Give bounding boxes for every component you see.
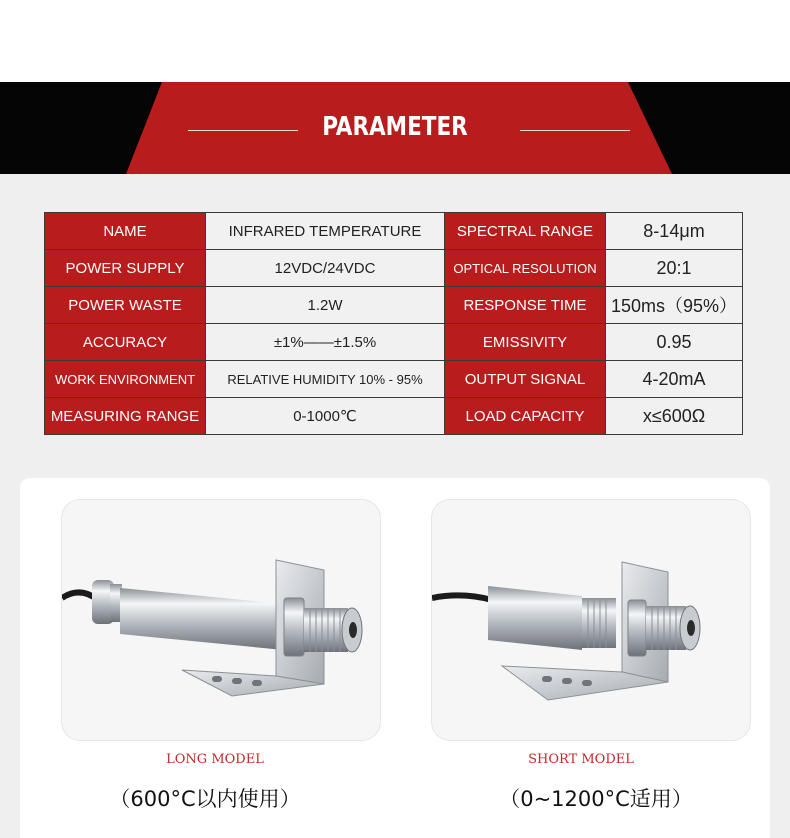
- param-value: 1.2W: [206, 287, 445, 324]
- short-model-range: （0~1200°C适用）: [499, 787, 693, 811]
- table-row: [45, 250, 743, 287]
- param-value: 4-20mA: [606, 361, 743, 398]
- param-label: SPECTRAL RANGE: [445, 213, 606, 250]
- param-label: OPTICAL RESOLUTION: [445, 250, 606, 287]
- short-model-photo: [432, 500, 750, 740]
- param-label: WORK ENVIRONMENT: [45, 361, 206, 398]
- short-sensor-image: [432, 500, 750, 740]
- long-model-range: （600°C以内使用）: [109, 787, 301, 811]
- param-label: NAME: [45, 213, 206, 250]
- header-banner: [0, 82, 790, 174]
- table-row: [45, 324, 743, 361]
- table-row: [45, 213, 743, 250]
- param-value: RELATIVE HUMIDITY 10% - 95%: [206, 361, 445, 398]
- table-row: [45, 361, 743, 398]
- param-value: 0-1000℃: [206, 398, 445, 435]
- param-value: INFRARED TEMPERATURE: [206, 213, 445, 250]
- param-label: RESPONSE TIME: [445, 287, 606, 324]
- short-model-label: SHORT MODEL: [528, 752, 634, 767]
- param-label: EMISSIVITY: [445, 324, 606, 361]
- param-label: POWER SUPPLY: [45, 250, 206, 287]
- parameter-table: [44, 212, 743, 435]
- param-value: x≤600Ω: [606, 398, 743, 435]
- param-value: 20:1: [606, 250, 743, 287]
- long-model-photo: [62, 500, 380, 740]
- param-value: 0.95: [606, 324, 743, 361]
- param-label: ACCURACY: [45, 324, 206, 361]
- param-value: ±1%——±1.5%: [206, 324, 445, 361]
- table-row: [45, 287, 743, 324]
- param-value: 150ms（95%）: [606, 287, 743, 324]
- long-sensor-image: [62, 500, 380, 740]
- param-label: LOAD CAPACITY: [445, 398, 606, 435]
- param-value: 8-14μm: [606, 213, 743, 250]
- long-model-label: LONG MODEL: [166, 752, 264, 767]
- param-label: POWER WASTE: [45, 287, 206, 324]
- param-value: 12VDC/24VDC: [206, 250, 445, 287]
- page-title: PARAMETER: [322, 112, 468, 142]
- table-row: [45, 398, 743, 435]
- param-label: MEASURING RANGE: [45, 398, 206, 435]
- param-label: OUTPUT SIGNAL: [445, 361, 606, 398]
